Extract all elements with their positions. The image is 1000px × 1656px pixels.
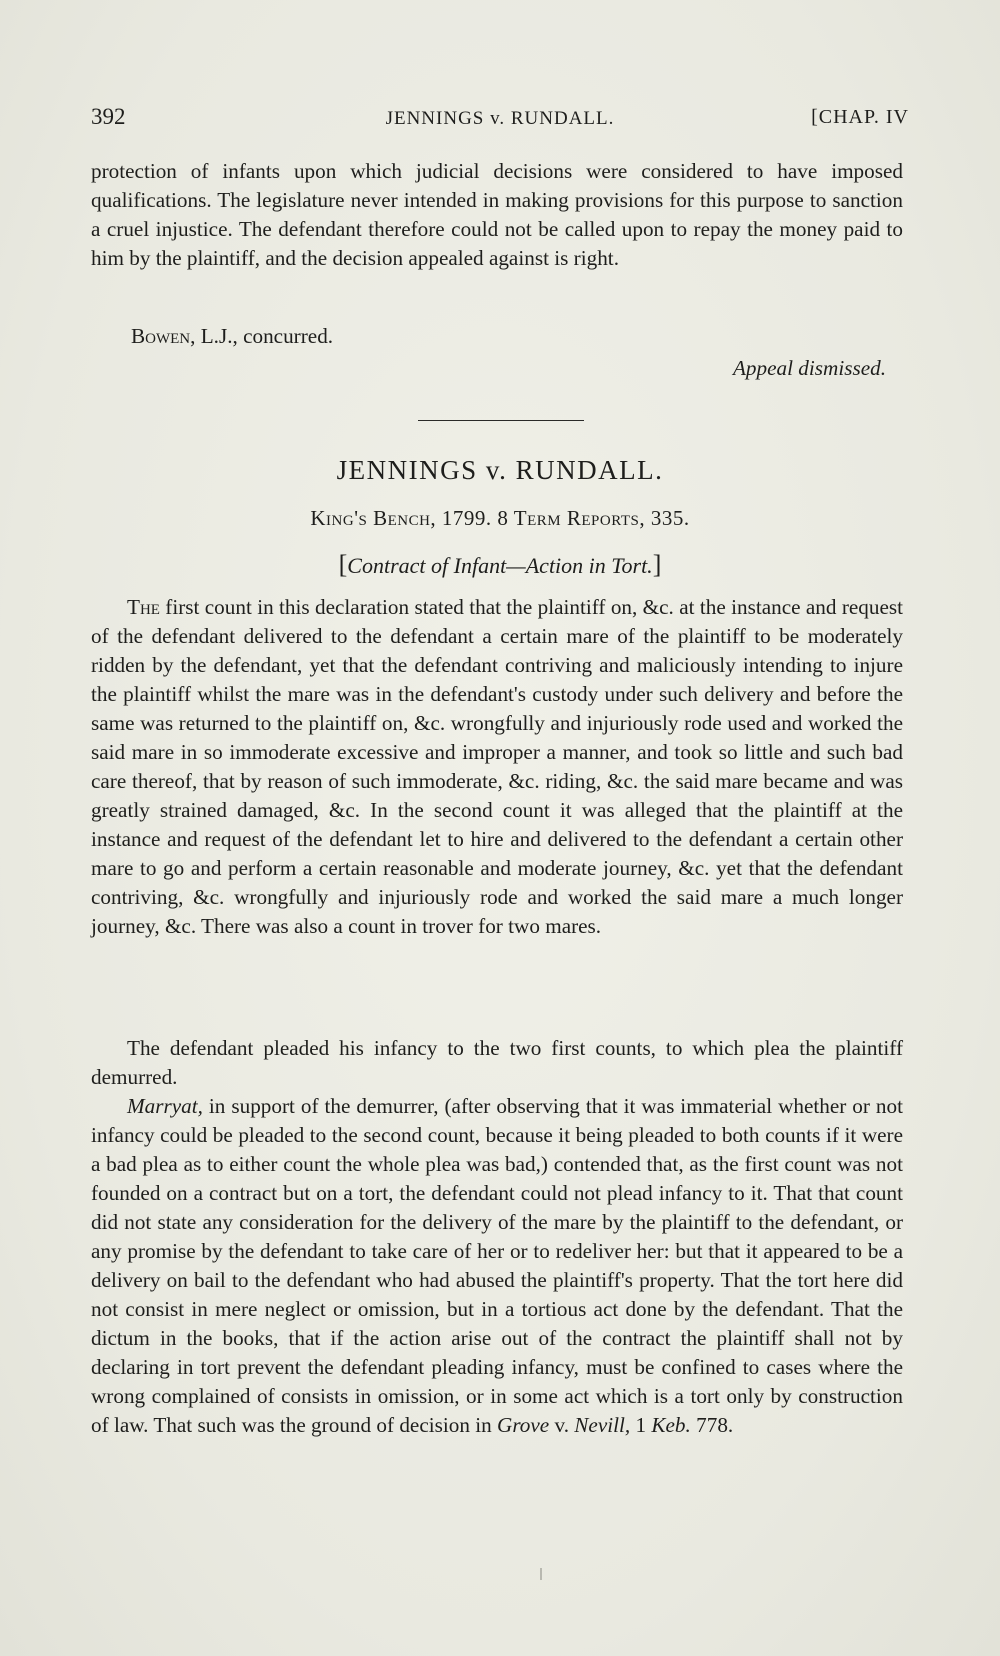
citation-party-name: Nevill, (574, 1413, 631, 1437)
paragraph-lead-word: The (127, 595, 160, 619)
headnote-close-bracket: ] (652, 550, 662, 579)
paragraph-1-text: first count in this declaration stated that the plaintiff on, &c. at the instance and request of the defendant delivered to the defendant a certain mare of the plaintiff to be moderately ridden by the defendant, yet that the defendant contriving and maliciously intending to injure the plaintiff whilst the mare was in the defendant's custody under such delivery and before the same was returned to the plaintiff on, &c. wrongfully and injuriously rode used and worked the said mare in so immoderate excessive and improper a manner, and took so little and such bad care thereof, that by reason of such immoderate, &c. riding, &c. the said mare became and was greatly strained damaged, &c. In the second count it was alleged that the plaintiff at the instance and request of the defendant let to hire and delivered to the defendant a certain other mare to go and perform a certain reasonable and moderate journey, &c. yet that the defendant contriving, &c. wrongfully and injuriously rode and worked the said mare a much longer journey, &c. There was also a count in trover for two mares. (91, 595, 903, 938)
concurrence-line (131, 324, 333, 349)
page-header (91, 104, 909, 140)
body-paragraph-plea: The defendant pleaded his infancy to the two first counts, to which plea the plaintiff demurred. (91, 1036, 903, 1089)
chapter-reference: [CHAP. IV (811, 106, 909, 128)
paragraph-3-text: in support of the demurrer, (after observing that it was immaterial whether or not infancy could be pleaded to the second count, because it being pleaded to both counts if it were a bad plea as to either count the whole plea was bad,) contended that, as the first count was not founded on a contract but on a tort, the defendant could not plead infancy to it. That that count did not state any consideration for the delivery of the mare by the plaintiff to the defendant, or any promise by the defendant to take care of her or to redeliver her: but that it appeared to be a delivery on bail to the defendant who had abused the plaintiff's property. That the tort here did not consist in mere neglect or omission, but in a tortious act done by the defendant. That the dictum in the books, that if the action arise out of the contract the plaintiff shall not by declaring in tort prevent the defendant pleading infancy, must be confined to cases where the wrong complained of consists in omission, or in some act which is a tort only by construction of law. That such was the ground of decision in (91, 1094, 903, 1437)
page-number: 392 (91, 104, 126, 129)
appeal-result: Appeal dismissed. (732, 356, 886, 380)
case-title: JENNINGS v. RUNDALL. (336, 455, 664, 485)
running-title: JENNINGS v. RUNDALL. (385, 108, 615, 129)
citation-page: 778. (696, 1413, 734, 1437)
print-mark (540, 1568, 542, 1580)
body-paragraph-argument (91, 1092, 903, 1440)
citation-versus: v. (554, 1413, 569, 1437)
concurring-judge: Bowen, L.J., (131, 324, 238, 348)
body-paragraph-declaration (91, 593, 903, 941)
headnote (0, 550, 1000, 580)
counsel-name: Marryat, (127, 1094, 203, 1118)
concurrence-text: concurred. (243, 324, 334, 348)
previous-case-closing-paragraph: protection of infants upon which judicial decisions were considered to have imposed qualifications. The legislature never intended in making provisions for this purpose to sanction a cruel injustice. The defendant therefore could not be called upon to repay the money paid to him by the plaintiff, and the decision appealed against is right. (91, 159, 903, 270)
headnote-text: Contract of Infant—Action in Tort. (347, 553, 653, 578)
citation-case-name: Grove (497, 1413, 550, 1437)
headnote-open-bracket: [ (338, 550, 348, 579)
citation-volume: 1 (635, 1413, 647, 1437)
section-divider (418, 420, 584, 421)
court-citation-line: King's Bench, 1799. 8 Term Reports, 335. (310, 506, 690, 530)
citation-reporter: Keb. (651, 1413, 691, 1437)
